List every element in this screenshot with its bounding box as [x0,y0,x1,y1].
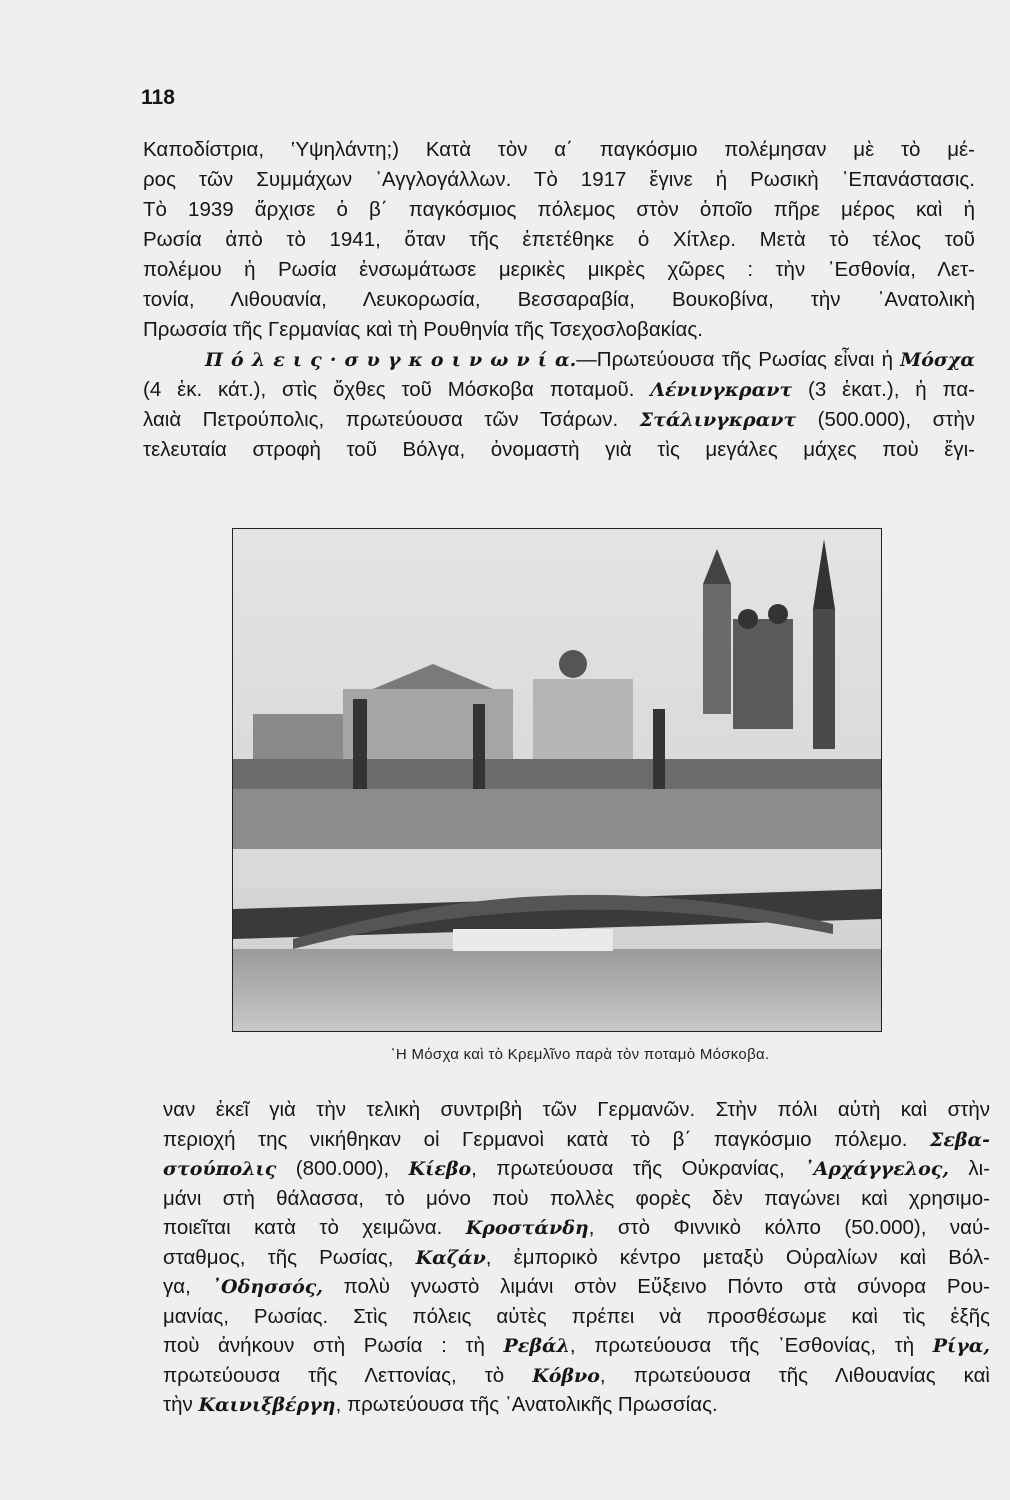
emphasized-term: Κόβνο [532,1364,600,1387]
emphasized-term: ᾽Αρχάγγελος, [804,1158,949,1180]
text-line [163,1331,990,1361]
text-line [163,1184,990,1214]
text-segment: τὴν [163,1393,199,1416]
text-segment: πολέμου ἡ Ρωσία ἐνσωμάτωσε μερικὲς μικρὲς χῶρες : τὴν ᾽Εσθονία, Λετ- [143,258,975,281]
text-line [143,435,975,465]
text-segment: ρος τῶν Συμμάχων ᾽Αγγλογάλλων. Τὸ 1917 ἔγινε ἡ Ρωσικὴ ᾽Επανάστασις. [143,168,975,191]
emphasized-term: Λένινγκραντ [650,379,793,401]
text-segment: —Πρωτεύουσα τῆς Ρωσίας εἶναι ἡ [576,348,901,371]
text-segment: γα, [163,1275,212,1298]
emphasized-term: Κίεβο [408,1158,472,1180]
text-segment: λαιὰ Πετρούπολις, πρωτεύουσα τῶν Τσάρων. [143,408,640,431]
text-line [143,195,975,225]
text-segment: μανίας, Ρωσίας. Στὶς πόλεις αὐτὲς πρέπει νὰ προσθέσωμε καὶ τὶς ἑξῆς [163,1304,990,1328]
emphasized-term: ᾽Οδησσός, [211,1276,323,1298]
emphasized-term: Π ό λ ε ι ς · σ υ γ κ ο ι ν ω ν ί α. [205,349,577,371]
text-segment: πρωτεύουσα τῆς Λεττονίας, τὸ [163,1363,533,1387]
photo-caption: ῾Η Μόσχα καὶ τὸ Κρεμλῖνο παρὰ τὸν ποταμὸ Μόσκοβα. [390,1046,770,1063]
text-line [163,1272,990,1302]
text-line [163,1302,990,1332]
text-line [143,315,975,345]
text-segment: , πρωτεύουσα τῆς ᾽Ανατολικῆς Πρωσσίας. [335,1393,718,1416]
text-segment: , πρωτεύουσα τῆς Λιθουανίας καὶ [599,1363,990,1387]
text-line [143,285,975,315]
text-segment: περιοχή της νικήθηκαν οἱ Γερμανοὶ κατὰ τὸ β΄ παγκόσμιο πόλεμο. [163,1127,930,1151]
emphasized-term: Κροστάνδη [465,1217,589,1239]
text-segment: Ρωσία ἀπὸ τὸ 1941, ὅταν τῆς ἐπετέθηκε ὁ Χίτλερ. Μετὰ τὸ τέλος τοῦ [143,228,975,251]
text-segment: ναν ἐκεῖ γιὰ τὴν τελικὴ συντριβὴ τῶν Γερμανῶν. Στὴν πόλι αὐτὴ καὶ στὴν [163,1098,990,1121]
text-line [163,1361,990,1391]
text-line [163,1154,990,1184]
text-line [163,1125,990,1155]
text-line [163,1213,990,1243]
text-block-top [143,135,975,465]
emphasized-term: Μόσχα [900,349,975,371]
text-line [163,1390,990,1420]
emphasized-term: Καζάν [415,1246,486,1269]
text-segment: σταθμος, τῆς Ρωσίας, [163,1245,416,1269]
emphasized-term: Ρεβάλ [503,1335,570,1357]
text-line [143,345,975,375]
text-segment: ποὺ ἀνήκουν στὴ Ρωσία : τὴ [163,1334,504,1357]
text-segment: (4 ἑκ. κάτ.), στὶς ὄχθες τοῦ Μόσκοβα ποταμοῦ. [143,378,651,401]
emphasized-term: στούπολις [163,1158,277,1180]
text-line [143,405,975,435]
text-segment: , ἐμπορικὸ κέντρο μεταξὺ Οὐραλίων καὶ Βόλ- [485,1245,991,1269]
text-segment: , πρωτεύουσα τῆς Οὐκρανίας, [471,1157,805,1180]
text-segment: πολὺ γνωστὸ λιμάνι στὸν Εὔξεινο Πόντο στὰ σύνορα Ρου- [322,1275,990,1298]
text-line [143,375,975,405]
text-segment: μάνι στὴ θάλασσα, τὸ μόνο ποὺ πολλὲς φορὲς δὲν παγώνει καὶ χρησιμο- [163,1186,990,1210]
text-segment: ποιεῖται κατὰ τὸ χειμῶνα. [163,1216,466,1239]
text-segment: Πρωσσία τῆς Γερμανίας καὶ τὴ Ρουθηνία τῆς Τσεχοσλοβακίας. [143,318,703,341]
text-segment: τελευταία στροφὴ τοῦ Βόλγα, ὀνομαστὴ γιὰ τὶς μεγάλες μάχες ποὺ ἔγι- [143,438,975,461]
text-segment: τονία, Λιθουανία, Λευκορωσία, Βεσσαραβία, Βουκοβίνα, τὴν ᾽Ανατολικὴ [143,288,975,311]
text-line [163,1095,990,1125]
text-segment: (3 ἑκατ.), ἡ πα- [792,378,975,401]
emphasized-term: Σεβα- [929,1128,990,1151]
text-segment: λι- [948,1157,990,1180]
text-segment: Καποδίστρια, ‛Υψηλάντη;) Κατὰ τὸν α΄ παγκόσμιο πολέμησαν μὲ τὸ μέ- [143,138,975,161]
text-segment: , στὸ Φιννικὸ κόλπο (50.000), ναύ- [588,1216,990,1239]
text-line [143,255,975,285]
text-line [143,135,975,165]
emphasized-term: Ρίγα, [932,1335,990,1357]
emphasized-term: Στάλινγκραντ [639,409,797,431]
photo-moscow-kremlin [232,528,882,1032]
text-segment: (800.000), [276,1157,409,1180]
text-segment: Τὸ 1939 ἄρχισε ὁ β΄ παγκόσμιος πόλεμος στὸν ὁποῖο πῆρε μέρος καὶ ἡ [143,198,975,221]
text-line [143,225,975,255]
page-number: 118 [141,86,175,109]
text-block-bottom [163,1095,990,1420]
text-line [143,165,975,195]
text-segment: , πρωτεύουσα τῆς ᾽Εσθονίας, τὴ [569,1334,933,1357]
emphasized-term: Καινιξβέργη [198,1394,336,1416]
text-line [163,1243,990,1273]
photo-image [233,529,881,1031]
text-segment: (500.000), στὴν [796,408,976,431]
